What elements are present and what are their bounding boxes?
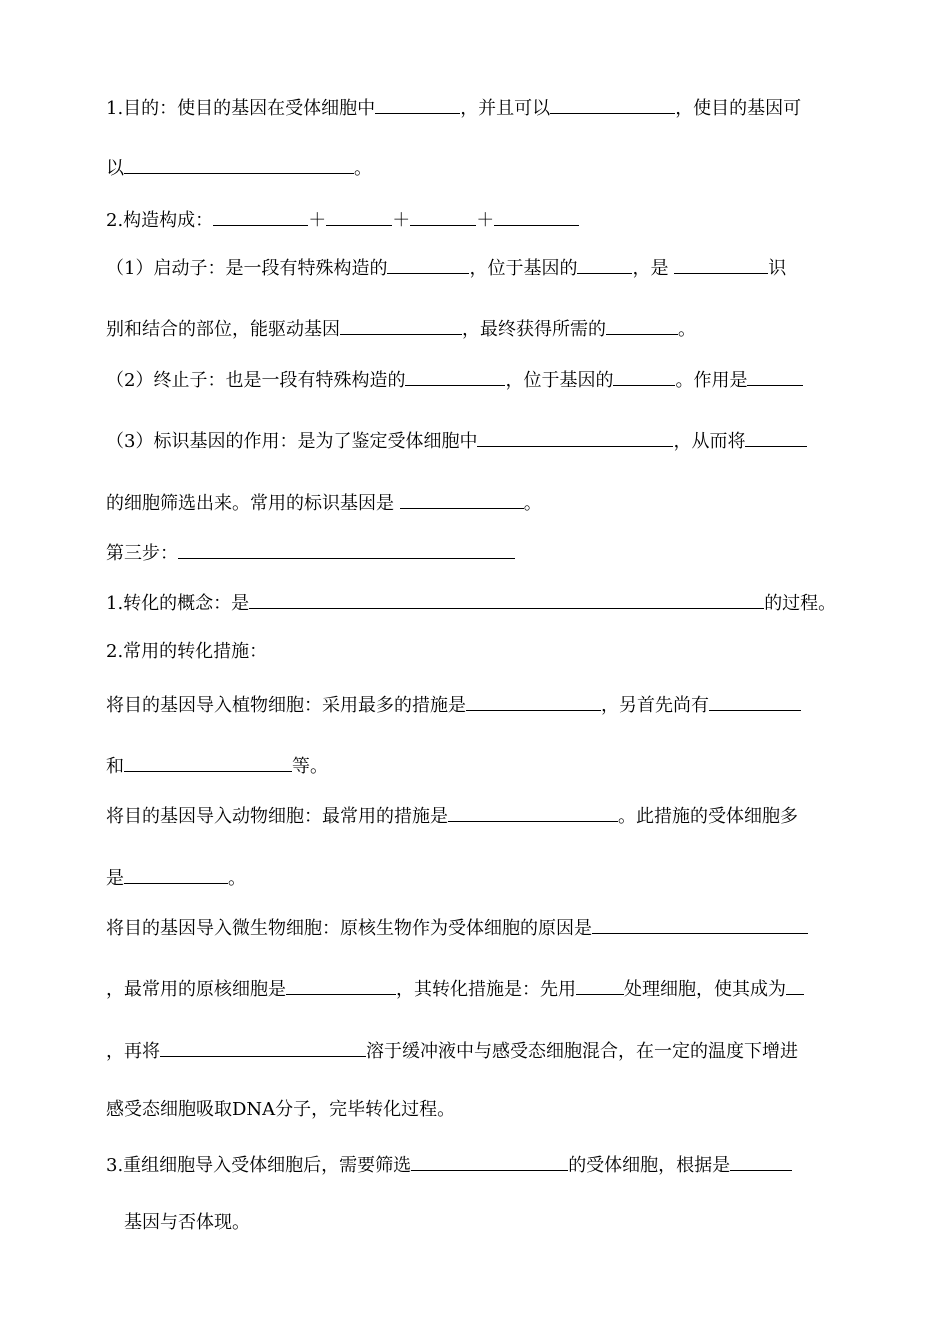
fill-blank bbox=[124, 153, 354, 174]
text: 将目的基因导入微生物细胞：原核生物作为受体细胞的原因是 bbox=[106, 918, 592, 939]
fill-blank bbox=[410, 205, 476, 226]
text-line bbox=[106, 751, 842, 775]
fill-blank bbox=[340, 314, 462, 335]
text-line bbox=[106, 205, 842, 229]
text: 。 bbox=[354, 158, 372, 179]
text: ＋ bbox=[476, 210, 495, 231]
text: 第三步： bbox=[106, 543, 178, 564]
text-line bbox=[106, 690, 842, 714]
fill-blank bbox=[249, 588, 764, 609]
text: 的过程。 bbox=[764, 593, 837, 614]
fill-blank bbox=[577, 253, 632, 274]
text-line bbox=[124, 1211, 842, 1235]
text: ，位于基因的 bbox=[469, 258, 578, 279]
text: 等。 bbox=[292, 756, 328, 777]
text: 。此措施的受体细胞多 bbox=[618, 806, 798, 827]
text: 3.重组细胞导入受体细胞后，需要筛选 bbox=[106, 1155, 412, 1176]
text: 2.构造构成： bbox=[106, 210, 214, 231]
text-line bbox=[106, 974, 842, 998]
fill-blank bbox=[124, 751, 292, 772]
text: ＋ bbox=[392, 210, 411, 231]
fill-blank bbox=[375, 93, 460, 114]
fill-blank bbox=[613, 365, 675, 386]
fill-blank bbox=[400, 488, 524, 509]
text: 和 bbox=[106, 756, 124, 777]
text: ，位于基因的 bbox=[505, 370, 614, 391]
text: 将目的基因导入植物细胞：采用最多的措施是 bbox=[106, 695, 466, 716]
text: ，使目的基因可 bbox=[675, 98, 802, 119]
text: ，另首先尚有 bbox=[601, 695, 709, 716]
text: ，从而将 bbox=[673, 431, 746, 452]
fill-blank bbox=[466, 690, 601, 711]
text: （3）标识基因的作用：是为了鉴定受体细胞中 bbox=[106, 431, 478, 452]
text-line bbox=[106, 640, 842, 664]
text-line bbox=[106, 253, 842, 277]
fill-blank bbox=[550, 93, 675, 114]
text: 。 bbox=[228, 868, 246, 889]
fill-blank bbox=[178, 538, 515, 559]
text-line bbox=[106, 588, 842, 612]
text: 1.目的：使目的基因在受体细胞中 bbox=[106, 98, 376, 119]
text: 识 bbox=[768, 258, 787, 279]
text-line bbox=[106, 153, 842, 177]
text: 将目的基因导入动物细胞：最常用的措施是 bbox=[106, 806, 448, 827]
text-line bbox=[106, 801, 842, 825]
fill-blank bbox=[405, 365, 505, 386]
fill-blank bbox=[747, 365, 803, 386]
fill-blank bbox=[387, 253, 469, 274]
text-line bbox=[106, 863, 842, 887]
fill-blank bbox=[786, 974, 804, 995]
text: 。 bbox=[678, 319, 696, 340]
text: 溶于缓冲液中与感受态细胞混合，在一定的温度下增进 bbox=[366, 1041, 798, 1062]
text: 感受态细胞吸取DNA分子，完毕转化过程。 bbox=[106, 1099, 456, 1120]
fill-blank bbox=[494, 205, 579, 226]
text-line bbox=[106, 488, 842, 512]
text: 别和结合的部位，能驱动基因 bbox=[106, 319, 340, 340]
text: 的细胞筛选出来。常用的标识基因是 bbox=[106, 493, 400, 514]
text-line bbox=[106, 1150, 842, 1174]
text-line bbox=[106, 426, 842, 450]
fill-blank bbox=[326, 205, 392, 226]
fill-blank bbox=[606, 314, 678, 335]
text-line bbox=[106, 93, 842, 117]
text: ＋ bbox=[308, 210, 327, 231]
text: ，是 bbox=[632, 258, 675, 279]
text: 基因与否体现。 bbox=[124, 1212, 250, 1233]
fill-blank bbox=[286, 974, 396, 995]
fill-blank bbox=[448, 801, 618, 822]
text: ，最终获得所需的 bbox=[462, 319, 606, 340]
text: 1.转化的概念：是 bbox=[106, 593, 250, 614]
fill-blank bbox=[576, 974, 624, 995]
text: 是 bbox=[106, 868, 124, 889]
fill-blank bbox=[674, 253, 768, 274]
fill-blank bbox=[124, 863, 228, 884]
fill-blank bbox=[745, 426, 807, 447]
fill-blank bbox=[411, 1150, 568, 1171]
fill-blank bbox=[160, 1036, 366, 1057]
fill-blank bbox=[730, 1150, 792, 1171]
text: 的受体细胞，根据是 bbox=[568, 1155, 731, 1176]
fill-blank bbox=[213, 205, 308, 226]
text-line bbox=[106, 538, 842, 562]
text: 。作用是 bbox=[675, 370, 748, 391]
text: （1）启动子：是一段有特殊构造的 bbox=[106, 258, 388, 279]
text: 处理细胞，使其成为 bbox=[624, 979, 786, 1000]
fill-blank bbox=[477, 426, 673, 447]
text-line bbox=[106, 365, 842, 389]
text: 。 bbox=[523, 493, 542, 514]
text: 以 bbox=[106, 158, 124, 179]
text: ，并且可以 bbox=[460, 98, 551, 119]
fill-blank bbox=[709, 690, 801, 711]
text-line bbox=[106, 913, 842, 937]
text: ，最常用的原核细胞是 bbox=[106, 979, 286, 1000]
text: （2）终止子：也是一段有特殊构造的 bbox=[106, 370, 406, 391]
text-line bbox=[106, 1036, 842, 1060]
text-line bbox=[106, 1098, 842, 1122]
fill-blank bbox=[592, 913, 808, 934]
text: ，再将 bbox=[106, 1041, 160, 1062]
text: 2.常用的转化措施： bbox=[106, 641, 268, 662]
text-line bbox=[106, 314, 842, 338]
text: ，其转化措施是：先用 bbox=[396, 979, 576, 1000]
